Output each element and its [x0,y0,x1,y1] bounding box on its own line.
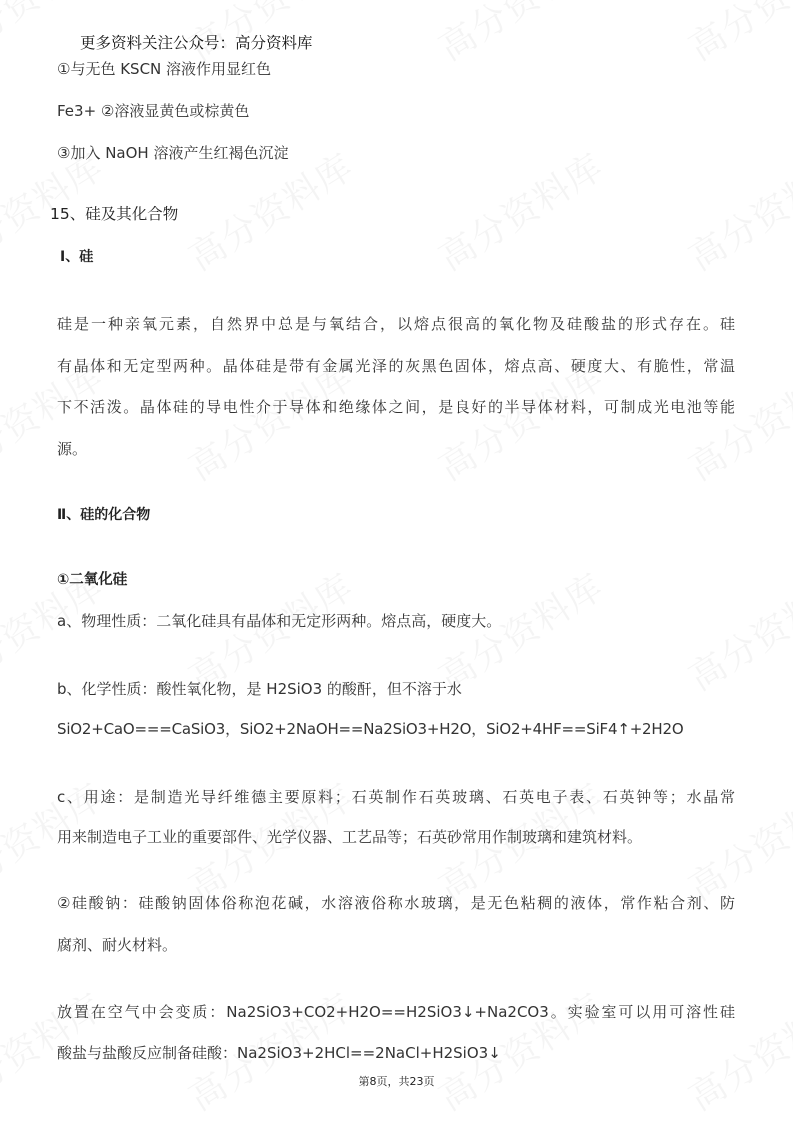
watermark-text [678,0,793,71]
watermark-text [428,0,612,71]
sio2-chemical: b、化学性质：酸性氧化物，是 H2SiO3 的酸酐，但不溶于水 [57,680,462,698]
sio2-heading: ①二氧化硅 [57,572,128,588]
watermark-text [428,140,612,281]
page-indicator: 第8页，共23页 [358,1075,435,1088]
paragraph-line: 下不活泼。晶体硅的导电性介于导体和绝缘体之间，是良好的半导体材料，可制成光电池等能 [57,398,735,416]
watermark-text [678,140,793,281]
header-note: 更多资料关注公众号：高分资料库 [80,34,313,52]
na2sio3-reaction-line: 酸盐与盐酸反应制备硅酸：Na2SiO3+2HCl==2NaCl+H2SiO3↓ [57,1044,501,1062]
na2sio3-line: 腐剂、耐火材料。 [57,936,178,954]
section-title: 15、硅及其化合物 [50,205,179,223]
sio2-equations: SiO2+CaO===CaSiO3，SiO2+2NaOH==Na2SiO3+H2O，SiO2+4HF==SiF4↑+2H2O [57,720,684,738]
sio2-uses-line: 用来制造电子工业的重要部件、光学仪器、工艺品等；石英砂常用作制玻璃和建筑材料。 [57,828,643,846]
fe3-test-line-1: ①与无色 KSCN 溶液作用显红色 [57,60,272,78]
watermark-text [678,560,793,701]
sio2-uses-line: c、用途：是制造光导纤维德主要原料；石英制作石英玻璃、石英电子表、石英钟等；水晶常 [57,788,735,806]
fe3-test-line-3: ③加入 NaOH 溶液产生红褐色沉淀 [57,144,289,162]
na2sio3-line: ②硅酸钠：硅酸钠固体俗称泡花碱，水溶液俗称水玻璃，是无色粘稠的液体，常作粘合剂、防 [57,894,735,912]
paragraph-line: 源。 [57,440,88,458]
paragraph-line: 有晶体和无定型两种。晶体硅是带有金属光泽的灰黑色固体，熔点高、硬度大、有脆性，常温 [57,357,735,375]
paragraph-line: 硅是一种亲氧元素，自然界中总是与氧结合，以熔点很高的氧化物及硅酸盐的形式存在。硅 [57,315,735,333]
fe3-test-line-2: Fe3+ ②溶液显黄色或棕黄色 [57,102,250,120]
subsection-heading-compounds: Ⅱ、硅的化合物 [57,507,151,523]
subsection-heading-silicon: Ⅰ、硅 [60,249,94,265]
sio2-physical: a、物理性质：二氧化硅具有晶体和无定形两种。熔点高，硬度大。 [57,612,502,630]
na2sio3-reaction-line: 放置在空气中会变质：Na2SiO3+CO2+H2O==H2SiO3↓+Na2CO3。实验室可以用可溶性硅 [57,1003,735,1021]
watermark-text [678,980,793,1121]
